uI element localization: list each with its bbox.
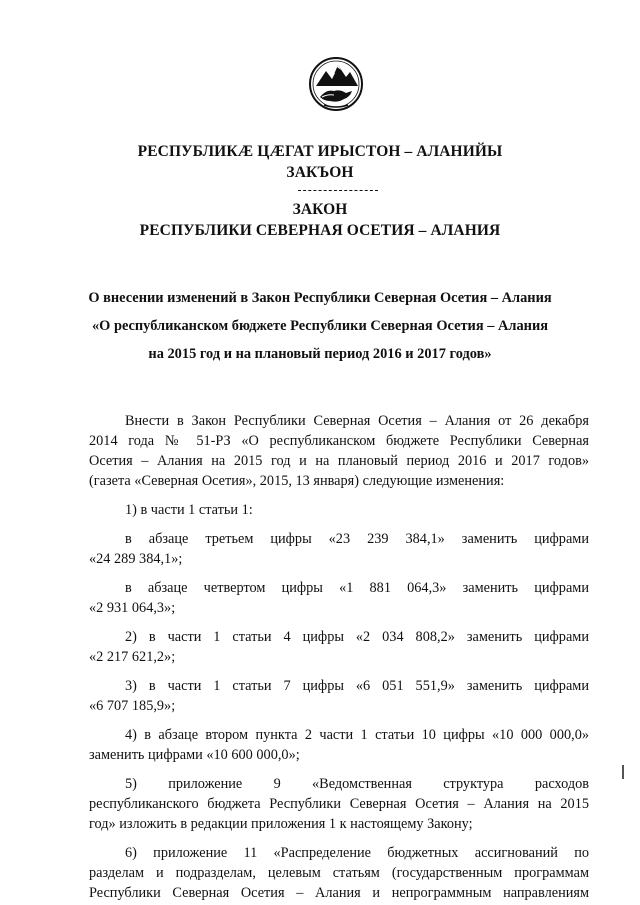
item-1a-line: «24 289 384,1»;	[89, 551, 183, 567]
russian-republic-name: РЕСПУБЛИКИ СЕВЕРНАЯ ОСЕТИЯ – АЛАНИЯ	[139, 222, 501, 239]
item-1a-line: в абзаце третьем цифры «23 239 384,1» заменить цифрами	[125, 531, 589, 547]
scan-margin-mark	[622, 765, 624, 779]
item-3-line: «6 707 185,9»;	[89, 698, 176, 714]
item-6-line: 6) приложение 11 «Распределение бюджетных ассигнований по	[125, 845, 589, 861]
law-title-line-2: «О республиканском бюджете Республики Северная Осетия – Алания	[91, 318, 549, 334]
coat-of-arms-emblem	[308, 53, 364, 115]
header-divider	[298, 190, 378, 191]
ossetian-republic-name: РЕСПУБЛИКÆ ЦÆГАТ ИРЫСТОН – АЛАНИЙЫ	[137, 143, 503, 160]
intro-line: Внести в Закон Республики Северная Осетия – Алания от 26 декабря	[125, 413, 589, 429]
item-2-line: 2) в части 1 статьи 4 цифры «2 034 808,2» заменить цифрами	[125, 629, 589, 645]
item-4-line: заменить цифрами «10 600 000,0»;	[89, 747, 300, 763]
item-5-line: 5) приложение 9 «Ведомственная структура расходов	[125, 776, 589, 792]
item-5-line: республиканского бюджета Республики Северная Осетия – Алания на 2015	[89, 796, 589, 812]
item-6-line: разделам и подразделам, целевым статьям (государственным программам	[89, 865, 589, 881]
item-1b-line: «2 931 064,3»;	[89, 600, 176, 616]
item-1-heading: 1) в части 1 статьи 1:	[125, 502, 253, 518]
russian-law-word: ЗАКОН	[292, 201, 348, 218]
intro-line: Осетия – Алания на 2015 год и на плановый период 2016 и 2017 годов»	[89, 453, 589, 469]
item-6-line: Республики Северная Осетия – Алания и непрограммным направлениям	[89, 885, 589, 901]
item-1b-line: в абзаце четвертом цифры «1 881 064,3» заменить цифрами	[125, 580, 589, 596]
intro-line: (газета «Северная Осетия», 2015, 13 января) следующие изменения:	[89, 473, 505, 489]
law-title-line-1: О внесении изменений в Закон Республики Северная Осетия – Алания	[88, 290, 552, 306]
intro-line: 2014 года № 51-РЗ «О республиканском бюджете Республики Северная	[89, 433, 589, 449]
item-3-line: 3) в части 1 статьи 7 цифры «6 051 551,9» заменить цифрами	[125, 678, 589, 694]
law-title-line-3: на 2015 год и на плановый период 2016 и 2017 годов»	[148, 346, 492, 362]
item-2-line: «2 217 621,2»;	[89, 649, 176, 665]
document-body	[89, 411, 589, 903]
item-4-line: 4) в абзаце втором пункта 2 части 1 статьи 10 цифры «10 000 000,0»	[125, 727, 589, 743]
ossetian-law-word: ЗАКЪОН	[286, 164, 354, 181]
item-5-line: год» изложить в редакции приложения 1 к настоящему Закону;	[89, 816, 473, 832]
